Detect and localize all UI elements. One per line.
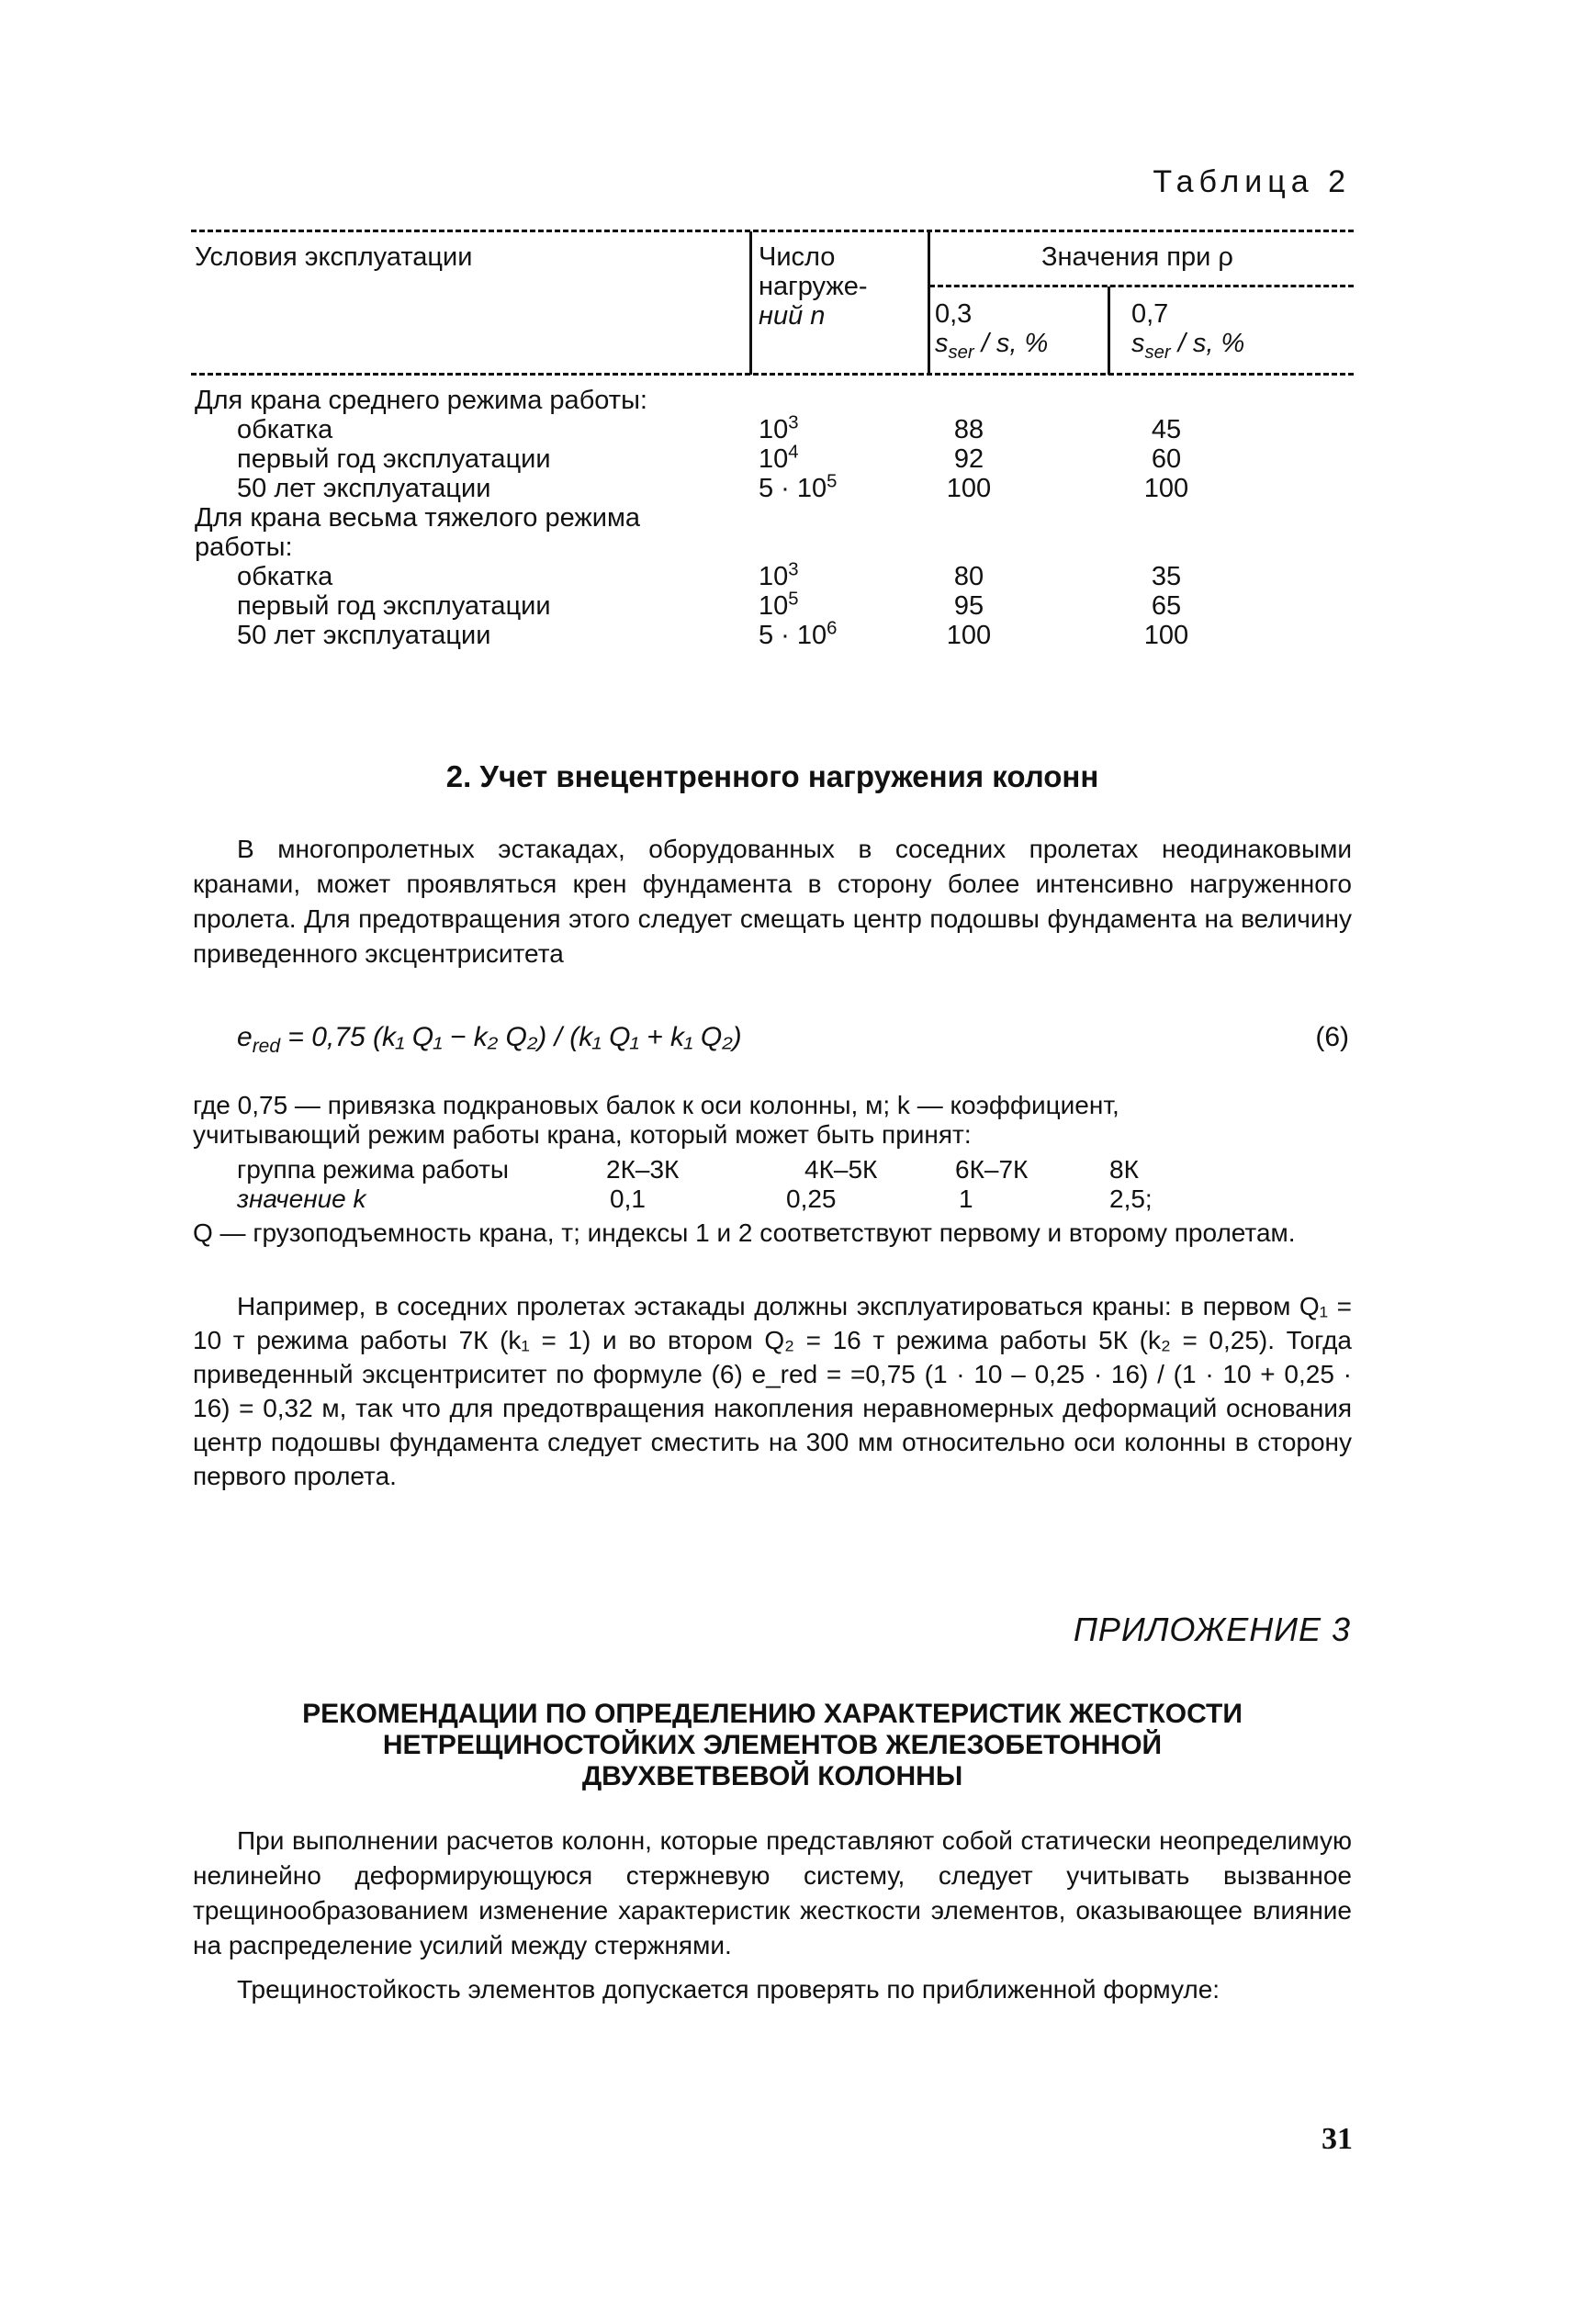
header-loads-line2: нагруже- <box>759 272 868 301</box>
appendix-title-line3: ДВУХВЕТВЕВОЙ КОЛОННЫ <box>581 1761 963 1791</box>
subheader-07: 0,7 <box>1131 299 1169 329</box>
table-row: 50 лет эксплуатации <box>237 474 491 503</box>
table-cell-v03: 95 <box>953 591 984 621</box>
mode-row-label: группа режима работы <box>237 1155 510 1184</box>
mode-value: 8К <box>1109 1155 1139 1184</box>
appendix-title-line1: РЕКОМЕНДАЦИИ ПО ОПРЕДЕЛЕНИЮ ХАРАКТЕРИСТИК ЖЕСТКОСТИ <box>302 1699 1243 1729</box>
table-row: первый год эксплуатации <box>237 591 551 621</box>
k-row-label: значение k <box>237 1184 366 1213</box>
table-cell-v07: 100 <box>1143 621 1189 650</box>
subheader-03: 0,3 <box>935 299 973 329</box>
table-row: обкатка <box>237 415 333 444</box>
table-cell-loads: $10^4$ <box>759 442 799 474</box>
table-cell-loads: $5 \cdot 10^6$ <box>759 618 838 650</box>
table-top-rule <box>191 230 1354 232</box>
group1-title: Для крана среднего режима работы: <box>195 386 647 415</box>
k-value: 0,25 <box>786 1184 837 1213</box>
table-row: 50 лет эксплуатации <box>237 621 491 650</box>
appendix-title-line2: НЕТРЕЩИНОСТОЙКИХ ЭЛЕМЕНТОВ ЖЕЛЕЗОБЕТОННОЙ <box>382 1730 1163 1760</box>
k-value: 0,1 <box>610 1184 646 1213</box>
table-cell-v03: 100 <box>946 621 992 650</box>
subheader-03-ratio: $s_{ser}$ / s, % <box>935 329 1049 363</box>
example-paragraph: Например, в соседних пролетах эстакады должны эксплуатироваться краны: в первом Q₁ = 10 т режима работы 7К (k₁ = 1) и во втором Q₂ = 16 т режима работы 5К (k₂ = 0,25). Тогда приведенный эксцентриситет по формуле (6) e_red = =0,75 (1 · 10 – 0,25 · 16) / (1 · 10 + 0,25 · 16) = 0,32 м, так что для предотвращения накопления неравномерных деформаций основания центр подошвы фундамента следует сместить на 300 мм относительно оси колонны в сторону первого пролета. <box>193 1292 1352 1490</box>
table-row: обкатка <box>237 562 333 591</box>
mode-value: 4К–5К <box>804 1155 878 1184</box>
table-cell-loads: $10^5$ <box>759 589 799 621</box>
table-divider-1 <box>749 231 752 375</box>
table-cell-v03: 100 <box>946 474 992 503</box>
formula-number: (6) <box>1315 1022 1349 1052</box>
table-cell-loads: $10^3$ <box>759 559 799 591</box>
table-divider-2 <box>928 231 930 375</box>
table-cell-v07: 45 <box>1151 415 1182 444</box>
q-note: Q — грузоподъемность крана, т; индексы 1 и 2 соответствуют первому и второму пролетам. <box>193 1218 1296 1247</box>
formula: $e_{red} = 0,75$ (k₁ Q₁ − k₂ Q₂) / (k₁ Q₁ + k₁ Q₂) <box>237 1022 742 1057</box>
appendix-paragraph-1: При выполнении расчетов колонн, которые представляют собой статически неопределимую нелинейно деформирующуюся стержневую систему, следует учитывать вызванное трещинообразованием изменение характеристик жесткости элементов, оказывающее влияние на распределение усилий между стержнями. <box>193 1826 1352 1959</box>
header-values: Значения при ρ <box>1041 242 1233 272</box>
appendix-paragraph-2: Трещиностойкость элементов допускается проверять по приближенной формуле: <box>237 1975 1220 2004</box>
mode-value: 2К–3К <box>606 1155 680 1184</box>
table-caption: Таблица 2 <box>1153 164 1351 199</box>
k-value: 2,5; <box>1109 1184 1153 1213</box>
table-cell-v03: 80 <box>953 562 984 591</box>
table-divider-3 <box>1108 286 1110 375</box>
table-header-rule <box>191 373 1354 376</box>
table-cell-loads: $5 \cdot 10^5$ <box>759 471 838 503</box>
table-cell-v03: 92 <box>953 444 984 474</box>
table-cell-v07: 100 <box>1143 474 1189 503</box>
page-number: 31 <box>1322 2122 1353 2156</box>
k-value: 1 <box>959 1184 973 1213</box>
table-cell-v03: 88 <box>953 415 984 444</box>
where-line-2: учитывающий режим работы крана, который может быть принят: <box>193 1120 972 1149</box>
table-subheader-rule <box>929 285 1354 287</box>
header-conditions: Условия эксплуатации <box>195 242 473 272</box>
table-cell-v07: 35 <box>1151 562 1182 591</box>
table-cell-v07: 60 <box>1151 444 1182 474</box>
where-line-1: где 0,75 — привязка подкрановых балок к оси колонны, м; k — коэффициент, <box>193 1091 1119 1119</box>
header-loads-line1: Число <box>759 242 836 272</box>
subheader-07-ratio: $s_{ser}$ / s, % <box>1131 329 1245 363</box>
group2-title-line1: Для крана весьма тяжелого режима <box>195 503 641 533</box>
table-row: первый год эксплуатации <box>237 444 551 474</box>
section-heading: 2. Учет внецентренного нагружения колонн <box>445 759 1099 793</box>
table-cell-v07: 65 <box>1151 591 1182 621</box>
table-cell-loads: $10^3$ <box>759 412 799 444</box>
appendix-label: ПРИЛОЖЕНИЕ 3 <box>1073 1611 1351 1648</box>
section-paragraph: В многопролетных эстакадах, оборудованных в соседних пролетах неодинаковыми кранами, может проявляться крен фундамента в сторону более интенсивно нагруженного пролета. Для предотвращения этого следует смещать центр подошвы фундамента на величину приведенного эксцентриситета <box>193 835 1352 968</box>
group2-title-line2: работы: <box>195 533 293 562</box>
mode-value: 6К–7К <box>955 1155 1029 1184</box>
header-loads-line3: ний n <box>759 301 826 331</box>
